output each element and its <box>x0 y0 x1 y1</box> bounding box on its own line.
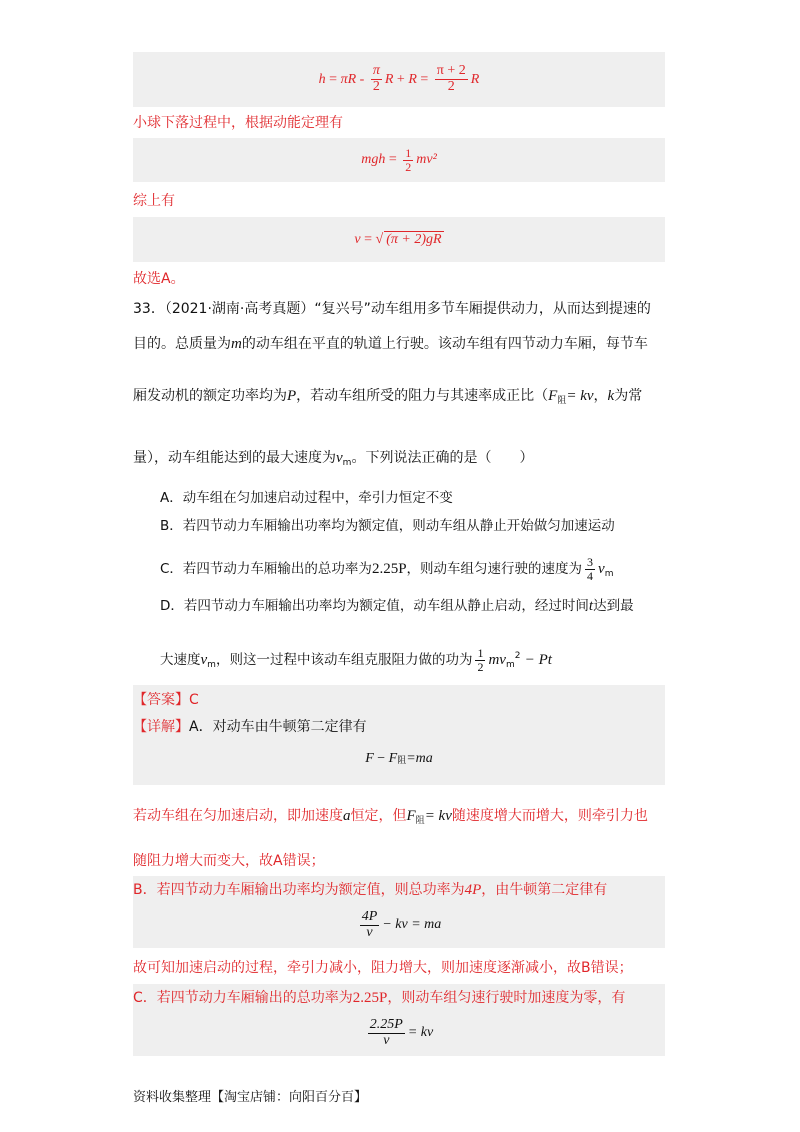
detail-a: 【详解】A．对动车由牛顿第二定律有 <box>133 719 367 735</box>
text-b-1: B．若四节动力车厢输出功率均为额定值，则总功率为4P，由牛顿第二定律有 <box>133 882 608 898</box>
equation-h: h = πR - $\frac{\pi}{2}$ R + R = $\frac{\pi + 2}{2}$ R <box>318 63 480 94</box>
text-a-1: 若动车组在匀加速启动，即加速度a恒定，但$F_阻=$ kv随速度增大而增大，则牵引力也 <box>133 808 648 826</box>
equation-mgh: mgh = $\frac{1}{2}$ mv² <box>361 145 437 174</box>
option-b: B．若四节动力车厢输出功率均为额定值，则动车组从静止开始做匀加速运动 <box>160 518 615 534</box>
equation-newton: F − F 阻 =ma <box>365 751 433 766</box>
document-page <box>133 0 665 1132</box>
option-c: C．若四节动力车厢输出的总功率为2.25P，则动车组匀速行驶的速度为 $\frac{3}{4}$ $v_m$ <box>160 555 614 583</box>
question-line-3: 厢发动机的额定功率均为P，若动车组所受的阻力与其速率成正比（$F_阻=$ kv，k为常 <box>133 388 643 406</box>
text-choose-a: 故选A。 <box>133 271 185 287</box>
equation-v: v = √ (π + 2)gR <box>354 231 442 247</box>
option-d: D．若四节动力车厢输出功率均为额定值，动车组从静止启动，经过时间t达到最 <box>160 598 634 614</box>
question-line-4: 量），动车组能达到的最大速度为$v_m$。下列说法正确的是（ ） <box>133 450 534 468</box>
answer-label: 【答案】C <box>133 692 199 708</box>
equation-b: $\frac{4P}{v}$ − kv = ma <box>361 908 442 940</box>
text-a-2: 随阻力增大而变大，故A错误； <box>133 853 325 869</box>
footer-text: 资料收集整理【淘宝店铺：向阳百分百】 <box>133 1090 368 1105</box>
question-line-1: 33．（2021·湖南·高考真题）“复兴号”动车组用多节车厢提供动力，从而达到提速的 <box>133 301 651 317</box>
text-c-1: C．若四节动力车厢输出的总功率为2.25P，则动车组匀速行驶时加速度为零，有 <box>133 990 626 1006</box>
question-line-2: 目的。总质量为m的动车组在平直的轨道上行驶。该动车组有四节动力车厢，每节车 <box>133 336 648 352</box>
text-combined: 综上有 <box>133 193 175 209</box>
text-b-2: 故可知加速启动的过程，牵引力减小，阻力增大，则加速度逐渐减小，故B错误； <box>133 960 633 976</box>
option-a: A．动车组在匀加速启动过程中，牵引力恒定不变 <box>160 490 453 506</box>
equation-c: $\frac{2.25P}{v}$ = kv <box>369 1016 434 1048</box>
text-falling: 小球下落过程中，根据动能定理有 <box>133 115 343 131</box>
option-d-line-2: 大速度$v_m$，则这一过程中该动车组克服阻力做的功为 $\frac{1}{2}$ $mv_m^2 - Pt$ <box>160 645 552 674</box>
